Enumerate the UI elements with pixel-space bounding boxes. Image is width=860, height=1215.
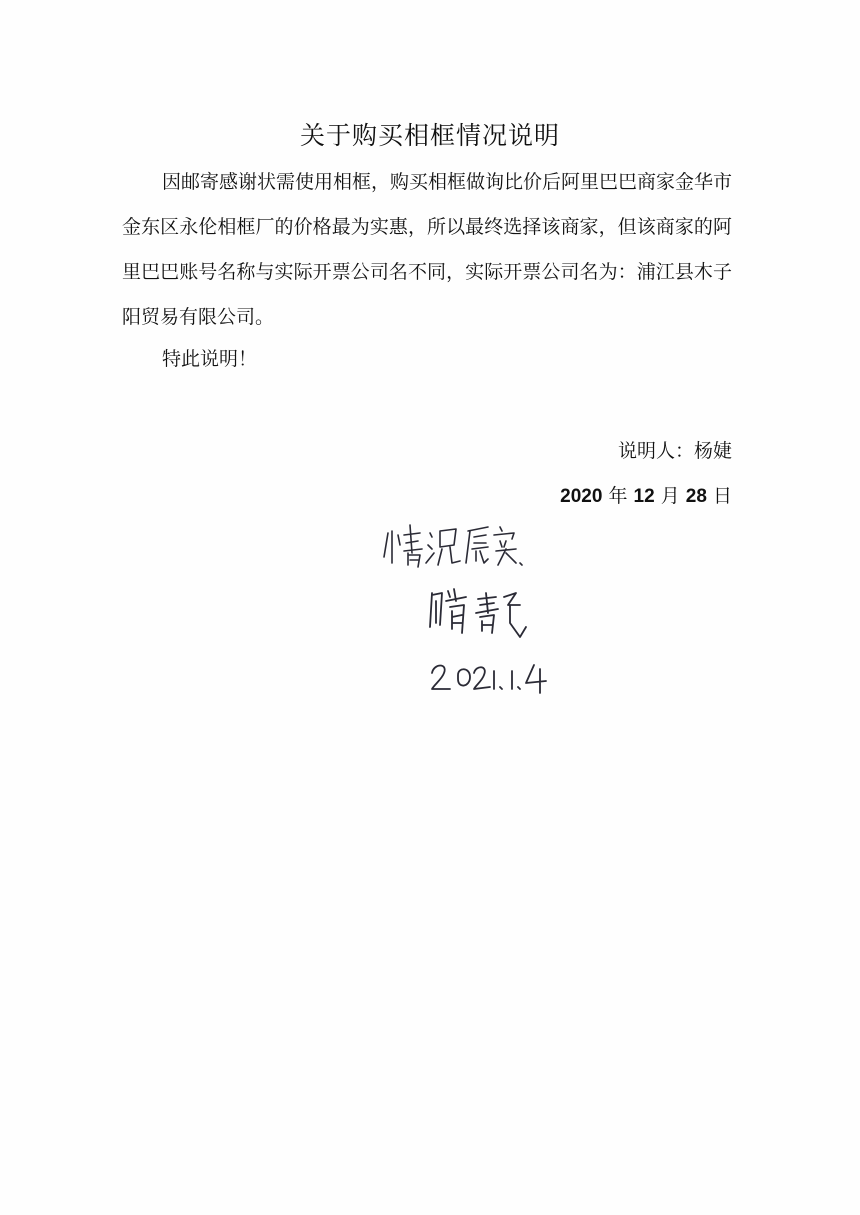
- date-year-suffix: 年: [608, 485, 628, 507]
- date-day: 28: [685, 486, 707, 507]
- handwritten-note: [384, 525, 522, 567]
- handwritten-signature: [430, 589, 526, 637]
- document-date: [560, 481, 732, 508]
- date-day-suffix: 日: [712, 485, 732, 507]
- document-title: 关于购买相框情况说明: [299, 121, 560, 150]
- date-year: 2020: [560, 486, 603, 507]
- signer-line: 说明人：杨婕: [617, 440, 732, 462]
- handwritten-annotation: [370, 505, 590, 715]
- date-month-suffix: 月: [660, 485, 680, 507]
- date-month: 12: [633, 486, 655, 507]
- handwritten-date: [432, 665, 546, 693]
- closing-line: 特此说明！: [162, 348, 258, 370]
- body-paragraph: 因邮寄感谢状需使用相框，购买相框做询比价后阿里巴巴商家金华市金东区永伦相框厂的价格最为实惠，所以最终选择该商家，但该商家的阿里巴巴账号名称与实际开票公司名不同，实际开票公司名为：浦江县木子阳贸易有限公司。: [122, 171, 733, 328]
